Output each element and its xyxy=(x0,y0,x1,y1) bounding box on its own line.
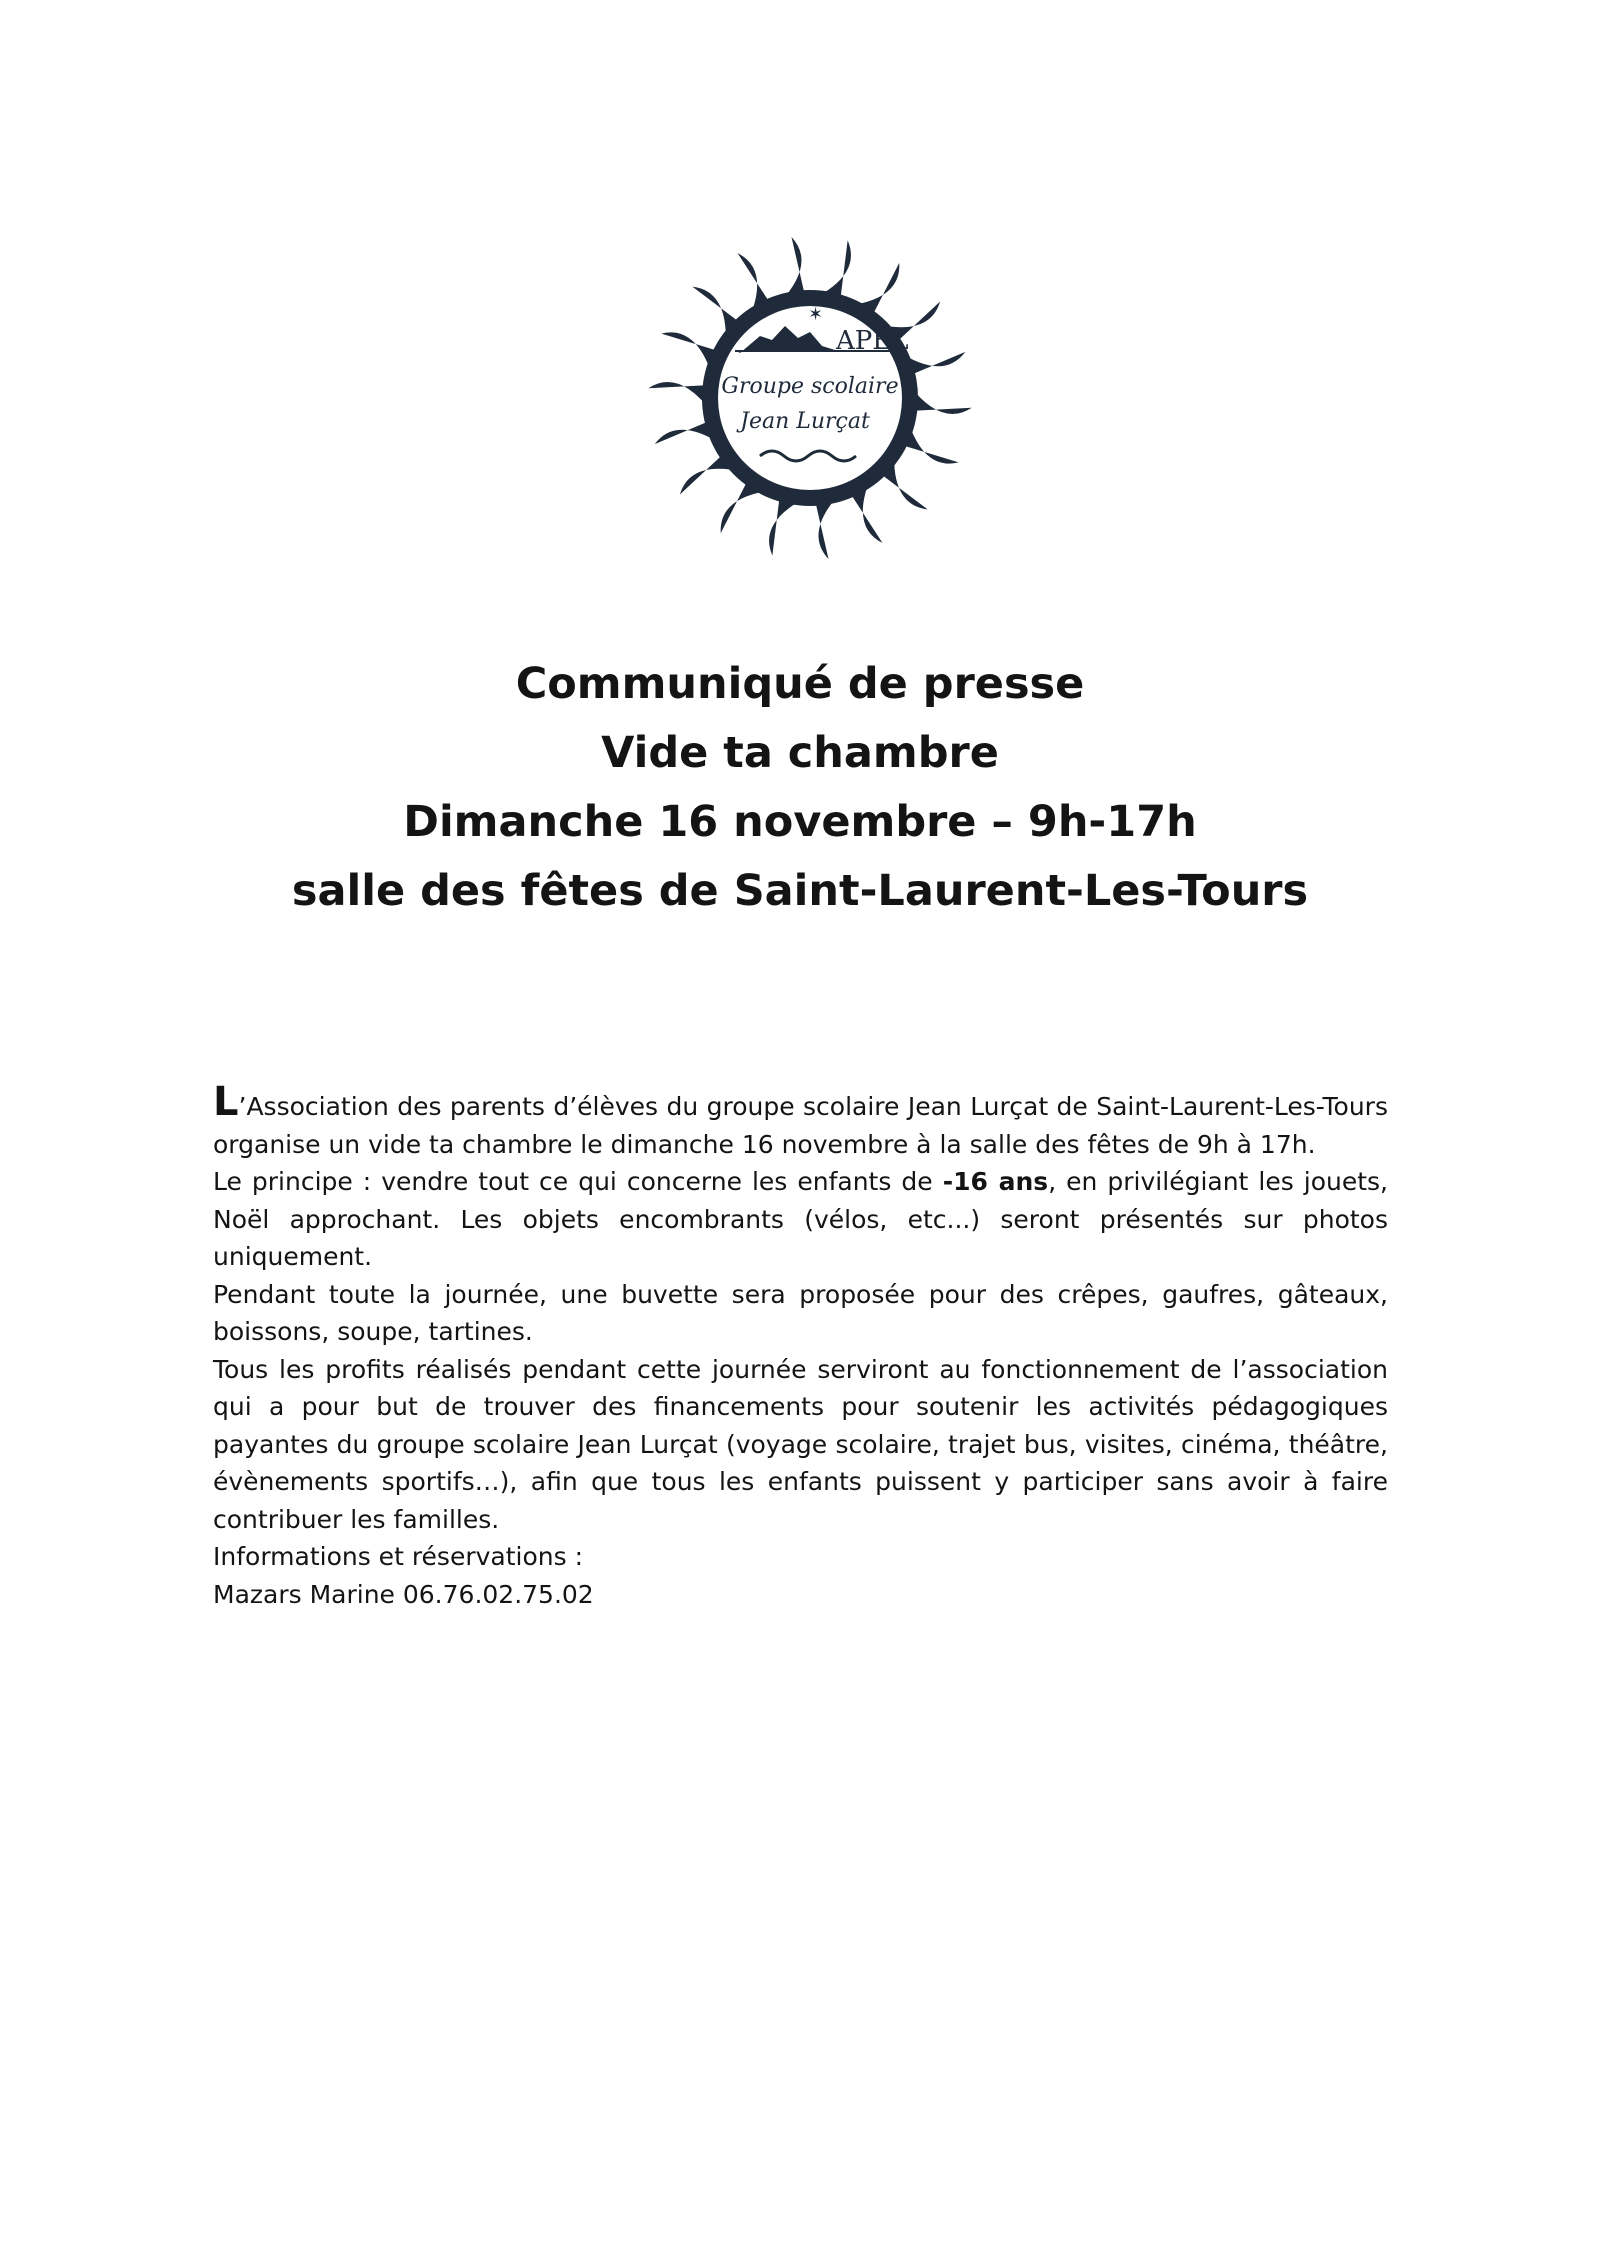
heading-title: Communiqué de presse xyxy=(515,659,1085,709)
apel-sun-logo xyxy=(640,228,980,568)
drop-cap: L xyxy=(213,1079,239,1125)
sun-ray xyxy=(909,385,972,414)
paragraph-refreshments: Pendant toute la journée, une buvette sera proposée pour des crêpes, gaufres, gâteaux, boissons, soupe, tartines. xyxy=(213,1279,1388,1346)
star-icon: ✶ xyxy=(808,304,824,325)
press-release-body xyxy=(213,1079,1388,1613)
contact-info: Mazars Marine 06.76.02.75.02 xyxy=(213,1579,594,1609)
info-label: Informations et réservations : xyxy=(213,1542,584,1571)
principle-text-start: Le principe : vendre tout ce qui concerne les enfants de xyxy=(213,1167,943,1196)
heading-date: Dimanche 16 novembre – 9h-17h xyxy=(403,797,1197,847)
paragraph-intro xyxy=(213,1079,1388,1163)
press-release-heading xyxy=(0,650,1600,926)
logo-line2: Jean Lurçat xyxy=(740,409,870,434)
paragraph-principle xyxy=(213,1163,1388,1276)
paragraph-profits: Tous les profits réalisés pendant cette journée serviront au fonctionnement de l’association qui a pour but de trouver des financements pour soutenir les activités pédagogiques payantes du groupe scolaire Jean Lurçat (voyage scolaire, trajet bus, visites, cinéma, théâtre, évènements sportifs…), afin que tous les enfants puissent y participer sans avoir à faire contribuer les familles. xyxy=(213,1354,1388,1534)
principle-text-end: , en privilégiant les jouets, Noël approchant. Les objets encombrants (vélos, etc...) seront présentés sur photos uniquement. xyxy=(213,1167,1388,1271)
intro-text: ’Association des parents d’élèves du groupe scolaire Jean Lurçat de Saint-Laurent-Les-Tours organise un vide ta chambre le dimanche 16 novembre à la salle des fêtes de 9h à 17h. xyxy=(213,1092,1388,1159)
heading-event: Vide ta chambre xyxy=(601,728,999,778)
logo-brand: APEL xyxy=(836,326,909,356)
sun-ray xyxy=(648,382,711,411)
logo-line1: Groupe scolaire xyxy=(721,374,899,399)
age-limit: -16 ans xyxy=(942,1167,1049,1196)
heading-venue: salle des fêtes de Saint-Laurent-Les-Tours xyxy=(291,866,1309,916)
